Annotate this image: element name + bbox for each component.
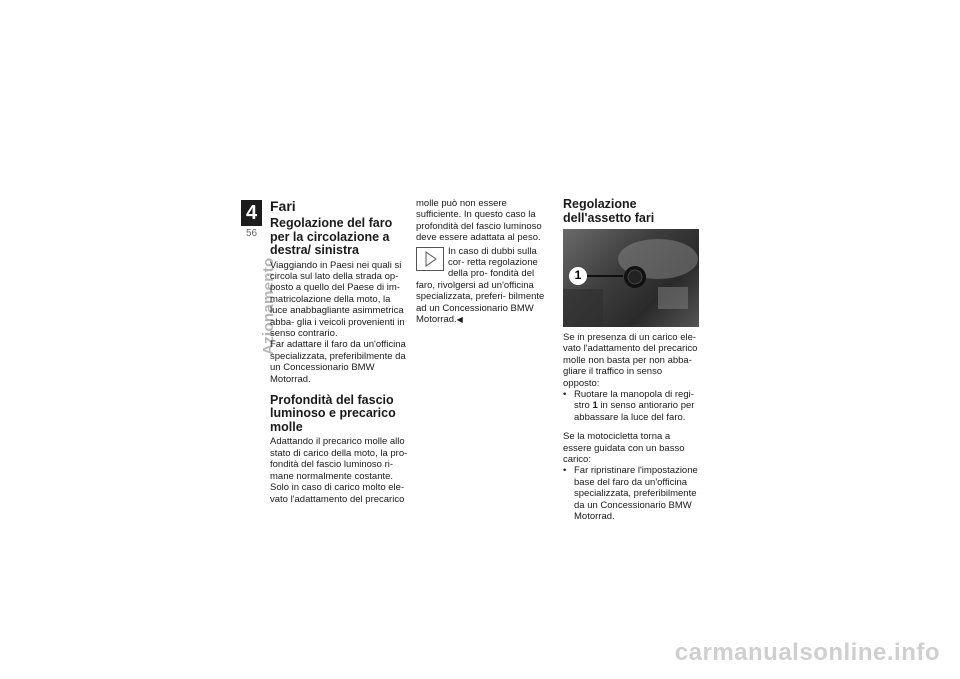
paragraph-continued: molle può non essere sufficiente. In questo caso la profondità del fascio luminoso deve essere adattata al peso. (416, 198, 542, 244)
list-item: • Far ripristinare l'impostazione base del faro da un'officina specializzata, preferibilmente da un Concessionario BMW Motorrad. (563, 465, 701, 522)
paragraph-depth-2: Solo in caso di carico molto ele- vato l'adattamento del precarico (270, 482, 405, 505)
column-2 (416, 198, 554, 325)
column-3 (563, 198, 701, 523)
paragraph-light-load: Se la motocicletta torna a essere guidata con un basso carico: (563, 431, 685, 466)
callout-1: 1 (569, 267, 587, 285)
note-text: In caso di dubbi sulla cor- retta regolazione della pro- fondità del faro, rivolgersi ad un'officina specializzata, preferi- bilmente ad un Concessionario BMW Motorrad. (416, 245, 545, 326)
list-item: • Ruotare la manopola di regi- stro 1 in senso antiorario per abbassare la luce del faro. (563, 389, 701, 423)
list-heavy-load (563, 389, 701, 423)
paragraph-depth-1: Adattando il precarico molle allo stato di carico della moto, la pro- fondità del fascio luminoso ri- mane normalmente costante. (270, 436, 408, 482)
paragraph-heavy-load: Se in presenza di un carico ele- vato l'adattamento del precarico molle non basta per non abba- gliare il traffico in senso opposto: (563, 332, 698, 389)
end-mark-icon: ◀ (456, 315, 463, 325)
paragraph-traffic-2: Far adattare il faro da un'officina specializzata, preferibilmente da un Concessionario BMW Motorrad. (270, 339, 406, 385)
heading-beam-depth: Profondità del fascio luminoso e precarico molle (270, 392, 396, 434)
info-note (416, 246, 554, 326)
section-side-label: Azionamento (260, 257, 277, 355)
callout-ref-1: 1 (592, 400, 598, 412)
section-title: Fari (270, 198, 296, 214)
list-light-load (563, 465, 701, 522)
paragraph-traffic-1: Viaggiando in Paesi nei quali si circola sul lato della strada op- posto a quello del Paese di im- matricolazione della moto, la luce anabbagliante asimmetrica abba- glia i veicoli provenienti in senso contrario. (270, 259, 405, 339)
chapter-number: 4 (241, 200, 262, 226)
headlight-adjuster-photo (563, 229, 699, 327)
info-triangle-icon (416, 247, 444, 271)
heading-traffic-side: Regolazione del faro per la circolazione a destra/ sinistra (270, 216, 393, 257)
heading-headlight-adjust: Regolazione dell'assetto fari (563, 197, 655, 225)
column-1 (270, 198, 408, 505)
page-number: 56 (245, 228, 258, 239)
watermark: carmanualsonline.info (674, 639, 940, 666)
